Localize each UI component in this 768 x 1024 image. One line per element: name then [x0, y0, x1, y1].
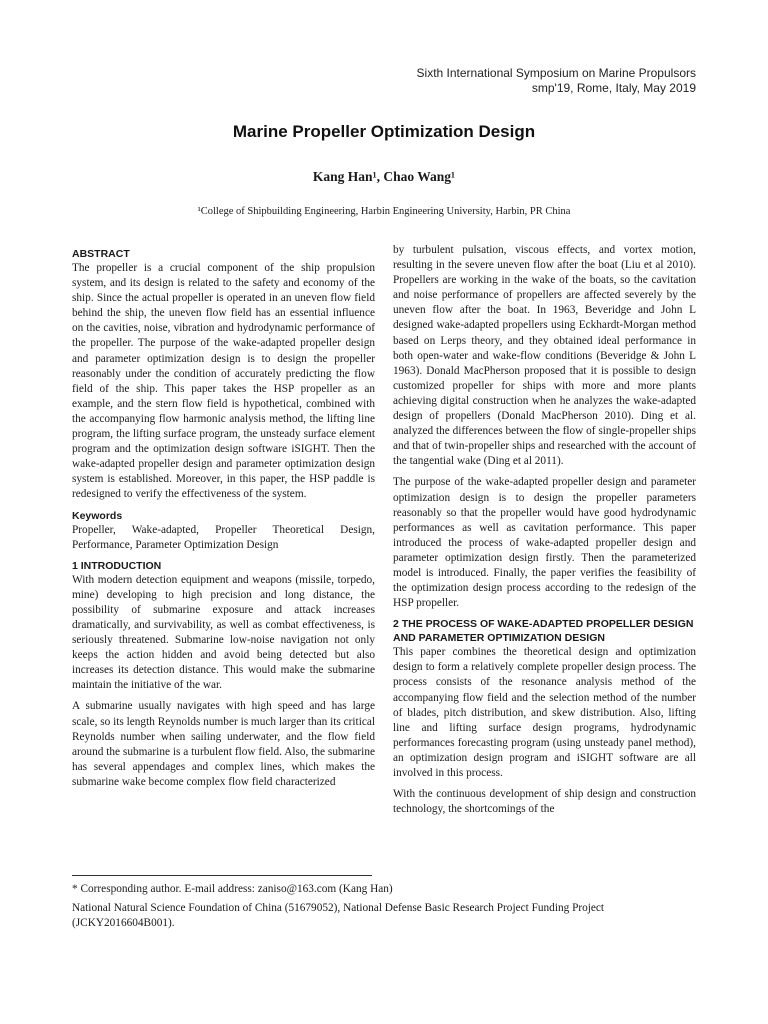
- paper-title: Marine Propeller Optimization Design: [232, 122, 536, 141]
- funding-footnote: National Natural Science Foundation of China (51679052), National Defense Basic Research Project Funding Project (JCKY2016604B001).: [72, 902, 605, 930]
- corresponding-author-footnote: * Corresponding author. E-mail address: zaniso@163.com (Kang Han): [72, 883, 393, 895]
- right-paragraph-4: With the continuous development of ship design and construction technology, the shortcomings of the: [393, 788, 696, 816]
- right-column: [393, 243, 696, 823]
- left-column: [72, 247, 375, 796]
- right-paragraph-3: This paper combines the theoretical design and optimization design to form a relatively complete propeller design process. The process consists of the resonance analysis method of the accompanying flow field and the selection method of the number of blades, pitch distribution, and skew distribution. Also, lifting line and lifting surface design programs, hydrodynamic performances forecasting program (using unsteady panel method), an optimization design program and iSIGHT software are all involved in this process.: [393, 646, 696, 779]
- conference-name: Sixth International Symposium on Marine Propulsors: [416, 66, 696, 80]
- intro-paragraph-2: A submarine usually navigates with high speed and has large scale, so its length Reynolds number is much larger than its critical Reynolds number when sailing underwater, and the flow field around the submarine is a turbulent flow field. Also, the submarine has several appendages and complex lines, which makes the submarine wake become complex flow field characterized: [72, 700, 375, 788]
- abstract-heading: ABSTRACT: [72, 248, 130, 260]
- section-2-heading: 2 THE PROCESS OF WAKE-ADAPTED PROPELLER DESIGN AND PARAMETER OPTIMIZATION DESIGN: [393, 618, 694, 645]
- keywords-text: Propeller, Wake-adapted, Propeller Theoretical Design, Performance, Parameter Optimization Design: [72, 523, 375, 551]
- footnote-divider: [72, 875, 372, 876]
- author-list: Kang Han¹, Chao Wang¹: [312, 169, 456, 184]
- affiliation: ¹College of Shipbuilding Engineering, Harbin Engineering University, Harbin, PR China: [197, 206, 571, 217]
- keywords-heading: Keywords: [72, 509, 123, 522]
- conference-venue: smp'19, Rome, Italy, May 2019: [531, 81, 696, 95]
- introduction-heading: 1 INTRODUCTION: [72, 559, 162, 572]
- conference-header: [417, 66, 696, 96]
- intro-paragraph-1: With modern detection equipment and weapons (missile, torpedo, mine) developing to high precision and long distance, the possibility of submarine exposure and attack increases dramatically, and survivability, as well as combat effectiveness, is seriously threatened. Submarine low-noise navigation not only keeps the action hidden and avoid being detected but also increases its detection distance. This would make the submarine maintain the initiative of the war.: [72, 573, 375, 692]
- abstract-text: The propeller is a crucial component of the ship propulsion system, and its design is related to the safety and economy of the ship. Since the actual propeller is operated in an uneven flow field behind the ship, the uneven flow field has an essential influence on the cavities, noise, vibration and hydrodynamic performance of the propeller. The purpose of the wake-adapted propeller design and parameter optimization design is to design the propeller reasonably under the condition of accurately predicting the flow field of the ship. This paper takes the HSP propeller as an example, and the stern flow field is hypothetical, combined with the accompanying flow harmonic analysis method, the lifting line program, the lifting surface program, the unsteady surface element program and the optimization design software iSIGHT. Then the wake-adapted propeller design and parameter optimization design system is established. Moreover, in this paper, the HSP paddle is redesigned to verify the effectiveness of the system.: [72, 262, 375, 501]
- right-paragraph-1: by turbulent pulsation, viscous effects, and vortex motion, resulting in the severe uneven flow after the boat (Liu et al 2010). Propellers are working in the wake of the boats, so the cavitation and noise performance of propellers are affected severely by the uneven flow after the boat. In 1963, Beveridge and John L designed wake-adapted propellers using Eckhardt-Morgan method based on Lerps theory, and they obtained ideal performance in both open-water and wake-flow conditions (Beveridge & John L 1963). Donald MacPherson proposed that it is possible to design customized propeller for ships with more and more plants achieving digital construction when he analyzes the wake-adapted design of propellers (Donald MacPherson 2010). Ding et al. analyzed the differences between the flow of single-propeller ships and that of twin-propeller ships and researched with the account of the tangential wake (Ding et al 2011).: [393, 244, 696, 468]
- right-paragraph-2: The purpose of the wake-adapted propeller design and parameter optimization design is to design the propeller parameters reasonably so that the propeller would have good hydrodynamic performances as well as cavitation performance. This paper introduced the process of wake-adapted propeller design and parameter optimization design firstly. Then the parameterized model is introduced. Finally, the paper verifies the feasibility of the optimization design process according to the redesign of the HSP propeller.: [393, 476, 696, 610]
